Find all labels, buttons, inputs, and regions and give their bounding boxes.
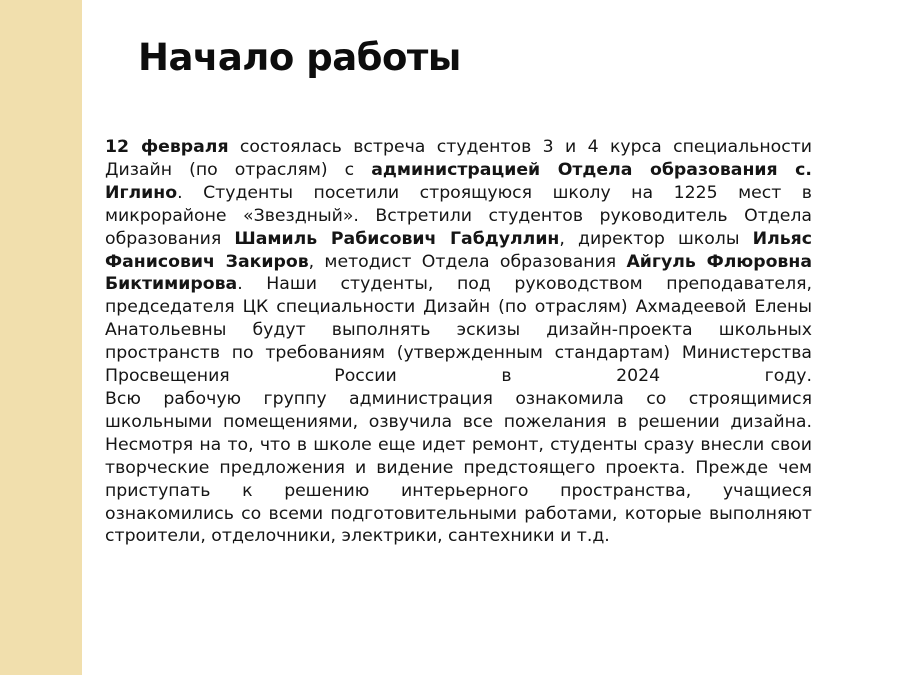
- slide-title: Начало работы: [138, 36, 461, 79]
- text-segment: . Студенты посетили строящуюся школу на 1225 мест в микрорайоне «Звездный». Встретили студентов руководитель Отдела образования: [105, 182, 812, 249]
- body-text: [105, 136, 812, 548]
- person-name: Шамиль Рабисович Габдуллин: [234, 228, 560, 249]
- paragraph-2: Всю рабочую группу администрация ознакомила со строящимися школьными помещениями, озвучила все пожелания в решении дизайна. Несмотря на то, что в школе еще идет ремонт, студенты сразу внесли свои творческие предложения и видение предстоящего проекта. Прежде чем приступать к решению интерьерного пространства, учащиеся ознакомились со всеми подготовительными работами, которые выполняют строители, отделочники, электрики, сантехники и т.д.: [105, 388, 812, 547]
- person-name: Ильяс Фанисович Закиров: [105, 228, 812, 272]
- administration-highlight: администрацией Отдела образования с. Иглино: [105, 159, 812, 203]
- text-segment: состоялась встреча студентов 3 и 4 курса специальности Дизайн (по отраслям) с: [105, 137, 812, 180]
- text-segment: . Наши студенты, под руководством преподавателя, председателя ЦК специальности Дизайн (по отраслям) Ахмадеевой Елены Анатольевны будут выполнять эскизы дизайн-проекта школьных пространств по требованиям (утвержденным стандартам) Министерства Просвещения России в 2024 году.: [105, 274, 812, 387]
- paragraph-1: [105, 136, 812, 388]
- text-segment: , методист Отдела образования: [308, 251, 627, 272]
- person-name: Айгуль Флюровна Биктимирова: [105, 251, 812, 295]
- side-accent-band: [0, 0, 82, 675]
- text-segment: , директор школы: [559, 228, 753, 249]
- date-highlight: 12 февраля: [105, 137, 229, 157]
